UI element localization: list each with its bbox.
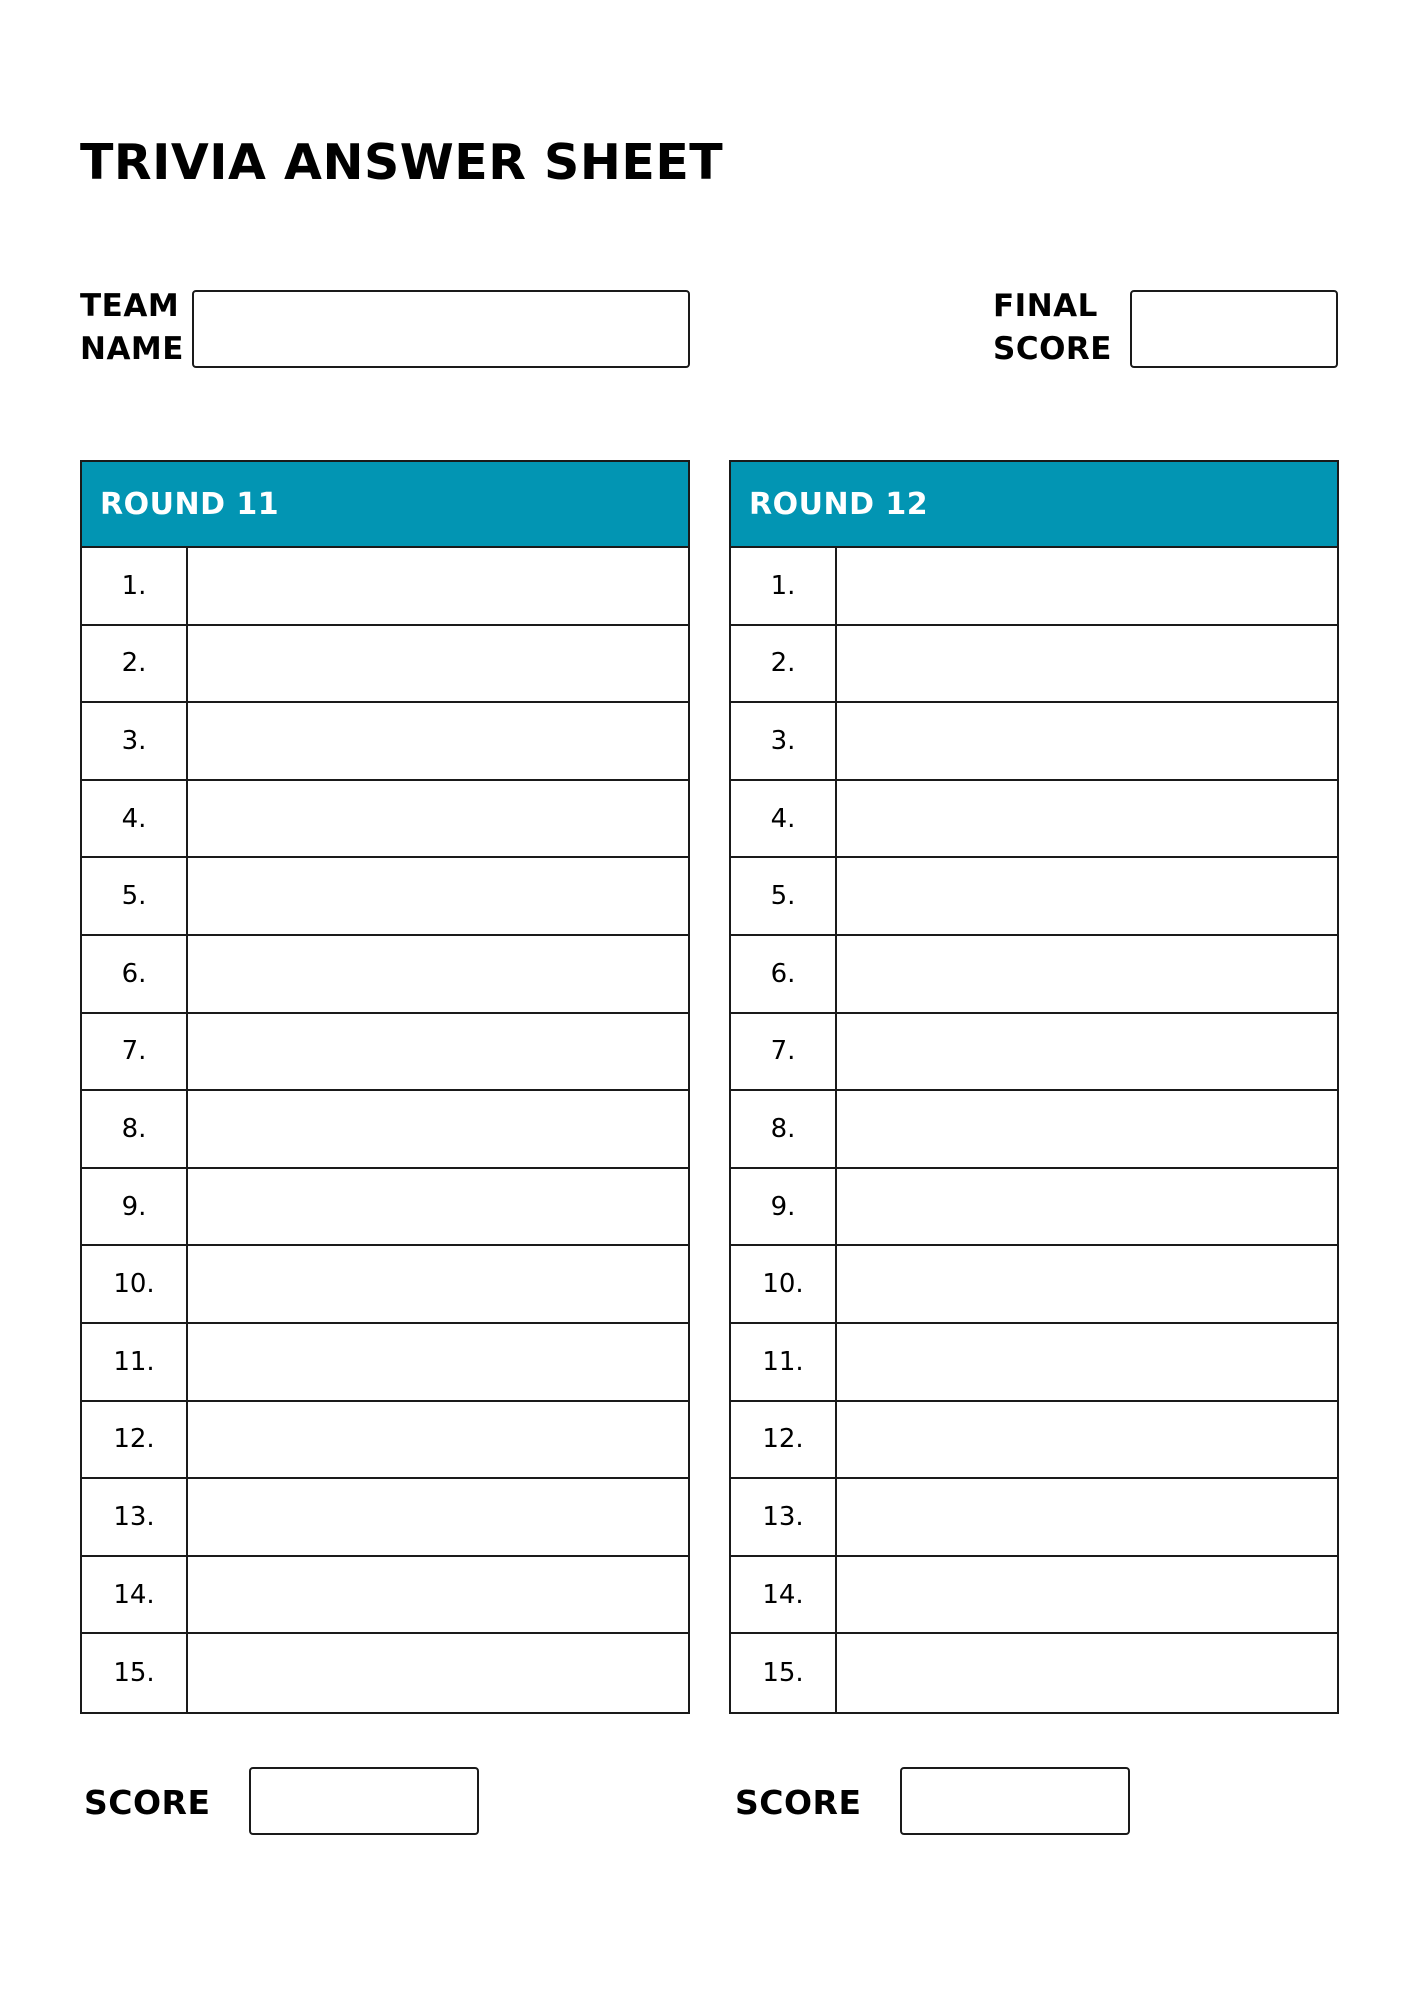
answer-field[interactable] [837, 1246, 1337, 1322]
question-row [82, 626, 688, 704]
answer-field[interactable] [837, 1324, 1337, 1400]
team-name-label-line2: NAME [80, 331, 184, 367]
question-number: 4. [731, 781, 837, 857]
question-number: 7. [731, 1014, 837, 1090]
question-row [82, 703, 688, 781]
question-row [731, 1479, 1337, 1557]
question-row [82, 1557, 688, 1635]
question-row [82, 1169, 688, 1247]
answer-field[interactable] [188, 1014, 688, 1090]
question-number: 14. [731, 1557, 837, 1633]
question-number: 10. [731, 1246, 837, 1322]
question-number: 9. [731, 1169, 837, 1245]
answer-field[interactable] [837, 1402, 1337, 1478]
question-row [731, 703, 1337, 781]
question-row [82, 781, 688, 859]
answer-field[interactable] [188, 1246, 688, 1322]
question-row [82, 1014, 688, 1092]
question-row [82, 1246, 688, 1324]
final-score-field[interactable] [1130, 290, 1338, 368]
round-table [729, 460, 1339, 1714]
question-number: 9. [82, 1169, 188, 1245]
question-number: 7. [82, 1014, 188, 1090]
round-header: ROUND 11 [82, 462, 688, 548]
question-number: 12. [82, 1402, 188, 1478]
answer-field[interactable] [188, 1091, 688, 1167]
question-row [731, 1402, 1337, 1480]
question-row [731, 1557, 1337, 1635]
team-name-label [80, 285, 184, 371]
question-number: 1. [82, 548, 188, 624]
final-score-label [993, 285, 1112, 371]
question-number: 11. [731, 1324, 837, 1400]
answer-field[interactable] [837, 1557, 1337, 1633]
final-score-label-line2: SCORE [993, 331, 1112, 367]
answer-field[interactable] [188, 781, 688, 857]
question-number: 8. [731, 1091, 837, 1167]
question-number: 3. [82, 703, 188, 779]
question-row [731, 936, 1337, 1014]
round-score-field[interactable] [900, 1767, 1130, 1835]
question-number: 5. [731, 858, 837, 934]
question-row [731, 781, 1337, 859]
question-row [82, 548, 688, 626]
question-row [731, 1634, 1337, 1712]
round-score-field[interactable] [249, 1767, 479, 1835]
answer-field[interactable] [188, 626, 688, 702]
question-row [82, 1402, 688, 1480]
question-number: 6. [731, 936, 837, 1012]
question-row [82, 1634, 688, 1712]
question-number: 13. [82, 1479, 188, 1555]
question-number: 13. [731, 1479, 837, 1555]
team-name-field[interactable] [192, 290, 690, 368]
question-row [731, 1324, 1337, 1402]
answer-field[interactable] [837, 548, 1337, 624]
question-row [82, 1324, 688, 1402]
question-number: 2. [82, 626, 188, 702]
answer-field[interactable] [188, 1324, 688, 1400]
answer-field[interactable] [188, 1479, 688, 1555]
round-score-label: SCORE [84, 1783, 211, 1822]
answer-field[interactable] [188, 1169, 688, 1245]
question-row [82, 1091, 688, 1169]
question-number: 15. [731, 1634, 837, 1712]
answer-field[interactable] [837, 781, 1337, 857]
answer-field[interactable] [837, 1634, 1337, 1712]
round-score-label: SCORE [735, 1783, 862, 1822]
answer-field[interactable] [837, 1479, 1337, 1555]
question-number: 8. [82, 1091, 188, 1167]
question-number: 3. [731, 703, 837, 779]
round-header: ROUND 12 [731, 462, 1337, 548]
team-name-label-line1: TEAM [80, 288, 180, 324]
question-row [82, 936, 688, 1014]
answer-field[interactable] [188, 548, 688, 624]
answer-field[interactable] [188, 703, 688, 779]
answer-field[interactable] [188, 1634, 688, 1712]
question-row [731, 626, 1337, 704]
question-number: 12. [731, 1402, 837, 1478]
question-number: 5. [82, 858, 188, 934]
question-row [731, 1169, 1337, 1247]
question-row [82, 1479, 688, 1557]
question-row [731, 1014, 1337, 1092]
answer-field[interactable] [837, 1014, 1337, 1090]
question-number: 14. [82, 1557, 188, 1633]
answer-field[interactable] [837, 626, 1337, 702]
answer-field[interactable] [188, 936, 688, 1012]
question-row [731, 858, 1337, 936]
answer-field[interactable] [837, 936, 1337, 1012]
answer-field[interactable] [837, 858, 1337, 934]
question-row [731, 1091, 1337, 1169]
page-title: TRIVIA ANSWER SHEET [80, 134, 724, 191]
question-row [731, 548, 1337, 626]
answer-field[interactable] [837, 1169, 1337, 1245]
answer-field[interactable] [837, 703, 1337, 779]
question-number: 4. [82, 781, 188, 857]
question-number: 1. [731, 548, 837, 624]
question-number: 6. [82, 936, 188, 1012]
round-table [80, 460, 690, 1714]
answer-field[interactable] [188, 1557, 688, 1633]
answer-field[interactable] [837, 1091, 1337, 1167]
question-row [731, 1246, 1337, 1324]
answer-field[interactable] [188, 1402, 688, 1478]
question-number: 2. [731, 626, 837, 702]
question-row [82, 858, 688, 936]
question-number: 15. [82, 1634, 188, 1712]
question-number: 11. [82, 1324, 188, 1400]
final-score-label-line1: FINAL [993, 288, 1098, 324]
question-number: 10. [82, 1246, 188, 1322]
answer-field[interactable] [188, 858, 688, 934]
